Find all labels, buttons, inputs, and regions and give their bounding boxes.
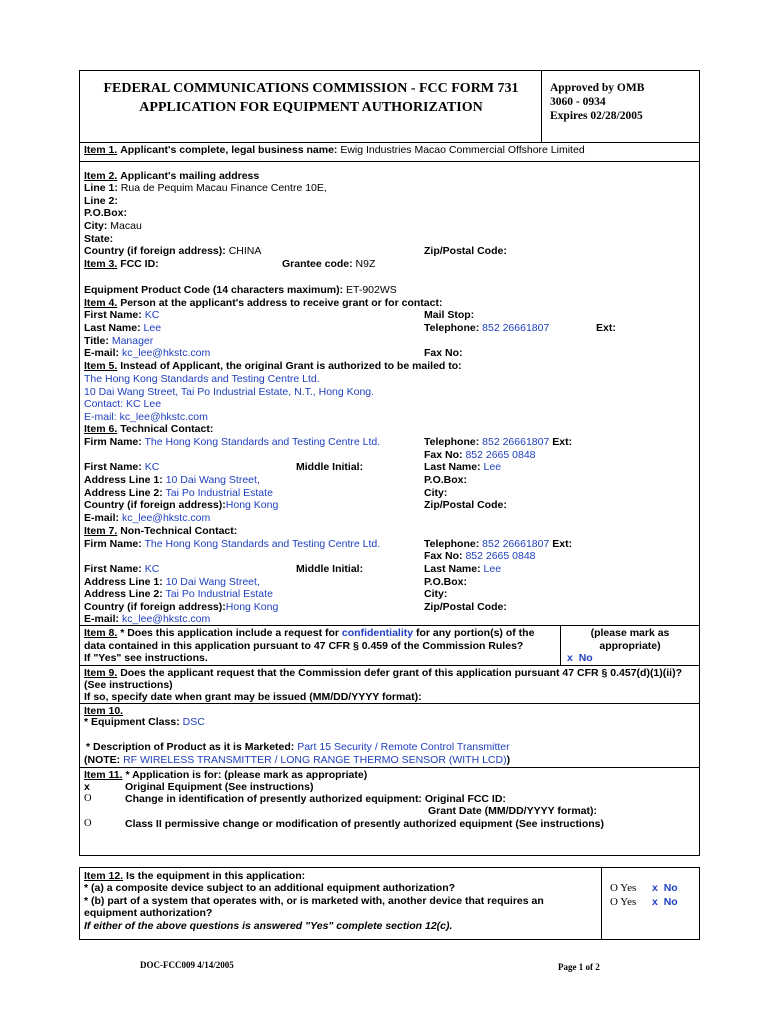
item5-line4[interactable]: E-mail: kc_lee@hkstc.com (84, 411, 208, 423)
product-description-field[interactable]: Part 15 Security / Remote Control Transmitter (297, 741, 510, 753)
item12-heading: Item 12. Is the equipment in this application: (84, 870, 306, 882)
item12-b-x-mark: x (652, 896, 658, 908)
item12-a-yes[interactable]: O Yes (610, 882, 637, 894)
item12-b1: * (b) part of a system that operates with, or is marketed with, another device that requires an (84, 895, 544, 907)
item6-zip: Zip/Postal Code: (424, 499, 507, 511)
item7-fax: Fax No: 852 2665 0848 (424, 550, 536, 562)
tech-telephone[interactable]: 852 26661807 (482, 436, 550, 448)
nontech-fax[interactable]: 852 2665 0848 (465, 550, 536, 562)
confidentiality-link[interactable]: confidentiality (341, 627, 414, 639)
product-code-field[interactable]: ET-902WS (345, 284, 397, 296)
item8-line3: If "Yes" see instructions. (84, 652, 208, 664)
item11-opt1-mark[interactable]: x (84, 781, 90, 793)
item6-firm: Firm Name: The Hong Kong Standards and Testing Centre Ltd. (84, 436, 381, 448)
grantee-code: Grantee code: N9Z (282, 258, 376, 270)
item12-b2: equipment authorization? (84, 907, 213, 919)
item7-last: Last Name: Lee (424, 563, 502, 575)
form-title-line2: APPLICATION FOR EQUIPMENT AUTHORIZATION (139, 100, 483, 115)
tech-address2[interactable]: Tai Po Industrial Estate (165, 487, 273, 499)
product-note-field[interactable]: RF WIRELESS TRANSMITTER / LONG RANGE THERMO SENSOR (WITH LCD) (123, 754, 507, 766)
item2-number: Item 2. (84, 170, 118, 182)
item2-city: City: Macau (84, 220, 142, 232)
item4-last: Last Name: Lee (84, 322, 162, 334)
item5-line2[interactable]: 10 Dai Wang Street, Tai Po Industrial Estate, N.T., Hong Kong. (84, 386, 375, 398)
item4-title: Title: Manager (84, 335, 154, 347)
contact-last-name[interactable]: Lee (143, 322, 162, 334)
item8-divider-vert (560, 625, 561, 665)
item1-number: Item 1. (84, 144, 118, 156)
item6-pobox: P.O.Box: (424, 474, 467, 486)
item12-note: If either of the above questions is answered "Yes" complete section 12(c). (84, 920, 453, 932)
item6-addr2: Address Line 2: Tai Po Industrial Estate (84, 487, 273, 499)
header-divider (541, 70, 542, 142)
nontech-address2[interactable]: Tai Po Industrial Estate (165, 588, 273, 600)
item12-a-x-mark: x (652, 882, 658, 894)
product-code: Equipment Product Code (14 characters maximum): ET-902WS (84, 284, 397, 296)
item6-city: City: (424, 487, 448, 499)
applicant-name[interactable]: Ewig Industries Macao Commercial Offshore Limited (340, 144, 585, 156)
item6-heading: Item 6. Technical Contact: (84, 423, 214, 435)
item6-email: E-mail: kc_lee@hkstc.com (84, 512, 211, 524)
contact-telephone[interactable]: 852 26661807 (482, 322, 550, 334)
item12-a: * (a) a composite device subject to an additional equipment authorization? (84, 882, 456, 894)
omb-line1: Approved by OMB (550, 82, 645, 94)
item7-heading: Item 7. Non-Technical Contact: (84, 525, 238, 537)
contact-email[interactable]: kc_lee@hkstc.com (121, 347, 211, 359)
item2-heading: Item 2. Applicant's mailing address (84, 170, 260, 182)
item7-pobox: P.O.Box: (424, 576, 467, 588)
item10-description: * Description of Product as it is Marketed: Part 15 Security / Remote Control Transmitter (86, 741, 510, 753)
item11-grant-date: Grant Date (MM/DD/YYYY format): (428, 805, 597, 817)
item8-number: Item 8. (84, 627, 118, 639)
item2-pobox: P.O.Box: (84, 207, 127, 219)
item9-line3: If so, specify date when grant may be issued (MM/DD/YYYY format): (84, 691, 422, 703)
tech-first-name[interactable]: KC (144, 461, 160, 473)
item11-divider-top (79, 767, 700, 768)
item9-divider-top (79, 665, 700, 666)
item11-number: Item 11. (84, 769, 123, 781)
item8-mark-note: (please mark as appropriate) (590, 627, 670, 652)
item4-fax: Fax No: (424, 347, 463, 359)
item6-telephone: Telephone: 852 26661807 Ext: (424, 436, 573, 448)
item5-line3[interactable]: Contact: KC Lee (84, 398, 162, 410)
grantee-code-field[interactable]: N9Z (355, 258, 376, 270)
item10-number: Item 10. (84, 705, 124, 717)
item2-line2: Line 2: (84, 195, 118, 207)
footer-page-number: Page 1 of 2 (558, 962, 600, 972)
item6-country: Country (if foreign address):Hong Kong (84, 499, 279, 511)
item12-a-no[interactable]: x No (652, 882, 678, 894)
item12-divider-vert (601, 867, 602, 939)
item1-divider (79, 161, 700, 162)
item11-opt2-mark[interactable]: O (84, 793, 92, 804)
item8-x-mark: x (567, 652, 573, 664)
item7-addr2: Address Line 2: Tai Po Industrial Estate (84, 588, 273, 600)
item4-heading: Item 4. Person at the applicant's address to receive grant or for contact: (84, 297, 443, 309)
item9-line2: (See instructions) (84, 679, 173, 691)
item8-line2: data contained in this application pursuant to 47 CFR § 0.459 of the Commission Rules? (84, 640, 524, 652)
item4-ext: Ext: (596, 322, 616, 334)
address-line1-field[interactable]: Rua de Pequim Macau Finance Centre 10E, (120, 182, 327, 194)
item10-class: * Equipment Class: DSC (84, 716, 205, 728)
item4-mailstop: Mail Stop: (424, 309, 475, 321)
item8-line1: Item 8. * Does this application include a request for confidentiality for any portion(s) of the (84, 627, 535, 639)
item7-addr1: Address Line 1: 10 Dai Wang Street, (84, 576, 260, 588)
item3-row: Item 3. FCC ID: (84, 258, 159, 270)
item2-line1: Line 1: Rua de Pequim Macau Finance Centre 10E, (84, 182, 327, 194)
item6-fax: Fax No: 852 2665 0848 (424, 449, 536, 461)
item7-number: Item 7. (84, 525, 118, 537)
tech-email[interactable]: kc_lee@hkstc.com (121, 512, 211, 524)
item1-row (84, 144, 585, 157)
item4-first: First Name: KC (84, 309, 160, 321)
nontech-telephone[interactable]: 852 26661807 (482, 538, 550, 550)
item9-number: Item 9. (84, 667, 118, 679)
nontech-last-name[interactable]: Lee (483, 563, 502, 575)
item1-label: Applicant's complete, legal business name: (120, 144, 338, 156)
item4-telephone: Telephone: 852 26661807 (424, 322, 550, 334)
nontech-address1[interactable]: 10 Dai Wang Street, (165, 576, 260, 588)
contact-title[interactable]: Manager (111, 335, 154, 347)
item3-number: Item 3. (84, 258, 118, 270)
tech-address1[interactable]: 10 Dai Wang Street, (165, 474, 260, 486)
item12-b-no[interactable]: x No (652, 896, 678, 908)
omb-approval (550, 81, 644, 123)
equipment-class-field[interactable]: DSC (182, 716, 205, 728)
item5-heading: Item 5. Instead of Applicant, the original Grant is authorized to be mailed to: (84, 360, 462, 372)
tech-country[interactable]: Hong Kong (225, 499, 279, 511)
item8-no-option[interactable]: x No (567, 652, 593, 664)
item6-last: Last Name: Lee (424, 461, 502, 473)
tech-firm-name[interactable]: The Hong Kong Standards and Testing Centre Ltd. (144, 436, 381, 448)
item7-middle: Middle Initial: (296, 563, 364, 575)
item2-state: State: (84, 233, 114, 245)
item7-zip: Zip/Postal Code: (424, 601, 507, 613)
form-title (86, 79, 536, 117)
item10-note: (NOTE: RF WIRELESS TRANSMITTER / LONG RANGE THERMO SENSOR (WITH LCD)) (84, 754, 511, 766)
item11-opt1: Original Equipment (See instructions) (125, 781, 314, 793)
item6-number: Item 6. (84, 423, 118, 435)
item4-email: E-mail: kc_lee@hkstc.com (84, 347, 211, 359)
nontech-firm-name[interactable]: The Hong Kong Standards and Testing Centre Ltd. (144, 538, 381, 550)
item7-first: First Name: KC (84, 563, 160, 575)
footer-doc-id: DOC-FCC009 4/14/2005 (140, 960, 234, 970)
item4-number: Item 4. (84, 297, 118, 309)
item2-country: Country (if foreign address): CHINA (84, 245, 262, 257)
tech-fax[interactable]: 852 2665 0848 (465, 449, 536, 461)
item11-opt3-mark[interactable]: O (84, 818, 92, 829)
item5-line1[interactable]: The Hong Kong Standards and Testing Centre Ltd. (84, 373, 320, 385)
item11-heading: Item 11. * Application is for: (please mark as appropriate) (84, 769, 368, 781)
nontech-country[interactable]: Hong Kong (225, 601, 279, 613)
item7-telephone: Telephone: 852 26661807 Ext: (424, 538, 573, 550)
item7-country: Country (if foreign address):Hong Kong (84, 601, 279, 613)
tech-last-name[interactable]: Lee (483, 461, 502, 473)
nontech-first-name[interactable]: KC (144, 563, 160, 575)
item11-opt2: Change in identification of presently authorized equipment: Original FCC ID: (125, 793, 506, 805)
item2-zip: Zip/Postal Code: (424, 245, 507, 257)
city-field[interactable]: Macau (110, 220, 142, 232)
item6-middle: Middle Initial: (296, 461, 364, 473)
item7-firm: Firm Name: The Hong Kong Standards and Testing Centre Ltd. (84, 538, 381, 550)
item12-number: Item 12. (84, 870, 124, 882)
item6-first: First Name: KC (84, 461, 160, 473)
item7-city: City: (424, 588, 448, 600)
form-title-line1: FEDERAL COMMUNICATIONS COMMISSION - FCC FORM 731 (103, 81, 519, 96)
item11-opt3: Class II permissive change or modification of presently authorized equipment (See instructions) (125, 818, 605, 830)
country-field[interactable]: CHINA (228, 245, 262, 257)
nontech-email[interactable]: kc_lee@hkstc.com (121, 613, 211, 625)
omb-line3: Expires 02/28/2005 (550, 110, 643, 122)
omb-line2: 3060 - 0934 (550, 96, 606, 108)
item9-line1: Item 9. Does the applicant request that the Commission defer grant of this application pursuant 47 CFR § 0.457(d)(1)(ii)? (84, 667, 683, 679)
item5-number: Item 5. (84, 360, 118, 372)
item7-email: E-mail: kc_lee@hkstc.com (84, 613, 211, 625)
contact-first-name[interactable]: KC (144, 309, 160, 321)
item12-b-yes[interactable]: O Yes (610, 896, 637, 908)
item6-addr1: Address Line 1: 10 Dai Wang Street, (84, 474, 260, 486)
